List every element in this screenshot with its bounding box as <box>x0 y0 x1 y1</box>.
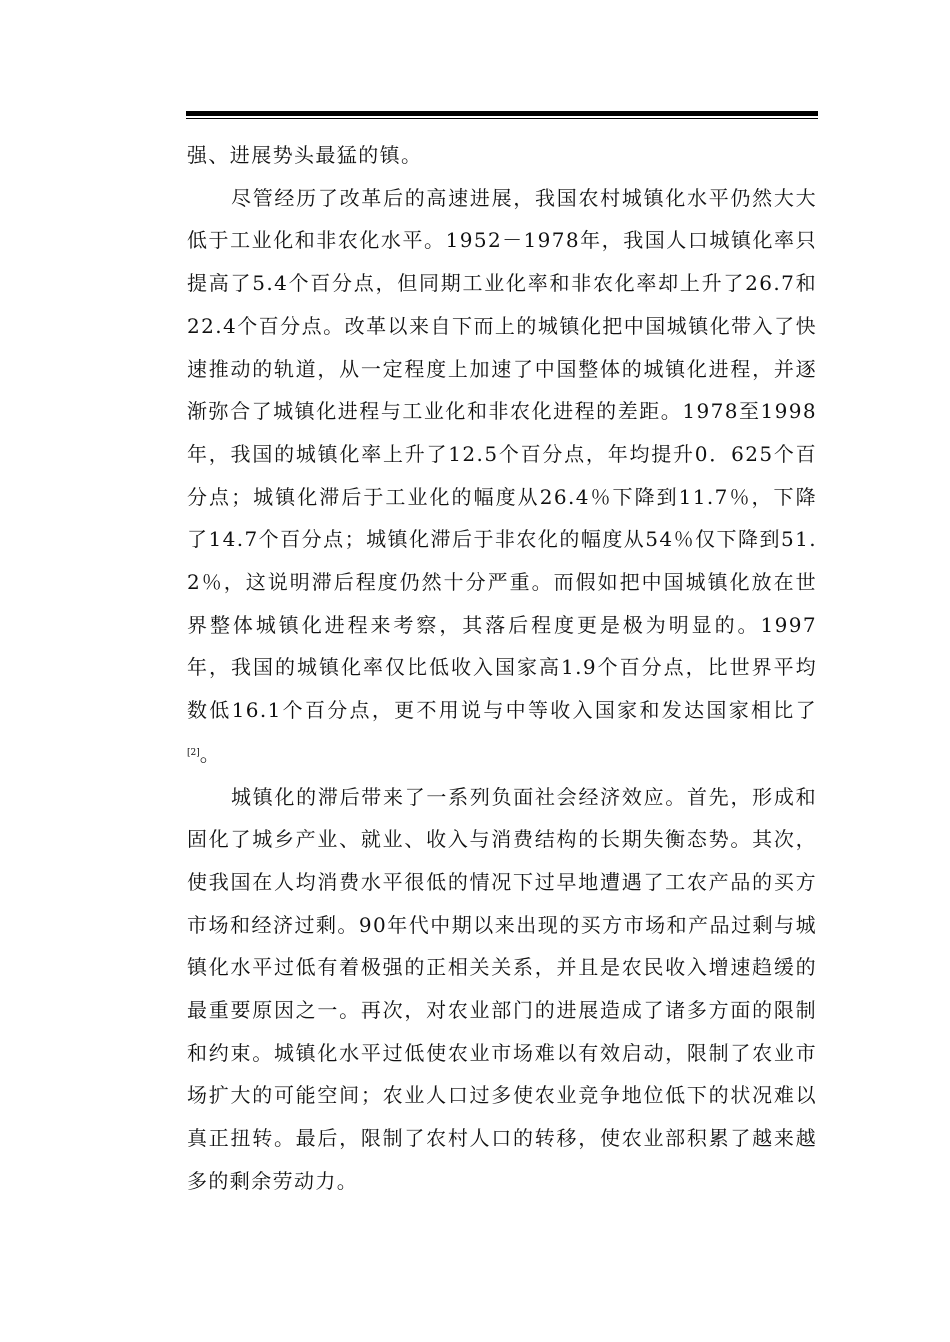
header-rule-thick-line <box>186 111 818 116</box>
paragraph-2-tail: 。 <box>199 741 222 766</box>
paragraph-2-text: 尽管经历了改革后的高速进展，我国农村城镇化水平仍然大大低于工业化和非农化水平。1952－1978年，我国人口城镇化率只提高了5.4个百分点，但同期工业化率和非农化率却上升了26.7和22.4个百分点。改革以来自下而上的城镇化把中国城镇化带入了快速推动的轨道，从一定程度上加速了中国整体的城镇化进程，并逐渐弥合了城镇化进程与工业化和非农化进程的差距。1978至1998年，我国的城镇化率上升了12.5个百分点，年均提升0．625个百分点；城镇化滞后于工业化的幅度从26.4％下降到11.7％，下降了14.7个百分点；城镇化滞后于非农化的幅度从54％仅下降到51.2％，这说明滞后程度仍然十分严重。而假如把中国城镇化放在世界整体城镇化进程来考察，其落后程度更是极为明显的。1997年，我国的城镇化率仅比低收入国家高1.9个百分点，比世界平均数低16.1个百分点，更不用说与中等收入国家和发达国家相比了 <box>187 185 817 723</box>
header-rule-thin-line <box>186 118 818 119</box>
citation-reference: [2] <box>187 747 200 758</box>
body-text <box>187 134 817 1203</box>
paragraph-continuation <box>187 134 817 177</box>
paragraph-urbanization-lag <box>187 177 817 776</box>
paragraph-3-text: 城镇化的滞后带来了一系列负面社会经济效应。首先，形成和固化了城乡产业、就业、收入与消费结构的长期失衡态势。其次，使我国在人均消费水平很低的情况下过早地遭遇了工农产品的买方市场和经济过剩。90年代中期以来出现的买方市场和产品过剩与城镇化水平过低有着极强的正相关关系，并且是农民收入增速趋缓的最重要原因之一。再次，对农业部门的进展造成了诸多方面的限制和约束。城镇化水平过低使农业市场难以有效启动，限制了农业市场扩大的可能空间；农业人口过多使农业竞争地位低下的状况难以真正扭转。最后，限制了农村人口的转移，使农业部积累了越来越多的剩余劳动力。 <box>187 784 817 1193</box>
header-double-rule <box>186 111 818 120</box>
paragraph-1-text: 强、进展势头最猛的镇。 <box>187 143 423 167</box>
paragraph-negative-effects <box>187 776 817 1203</box>
